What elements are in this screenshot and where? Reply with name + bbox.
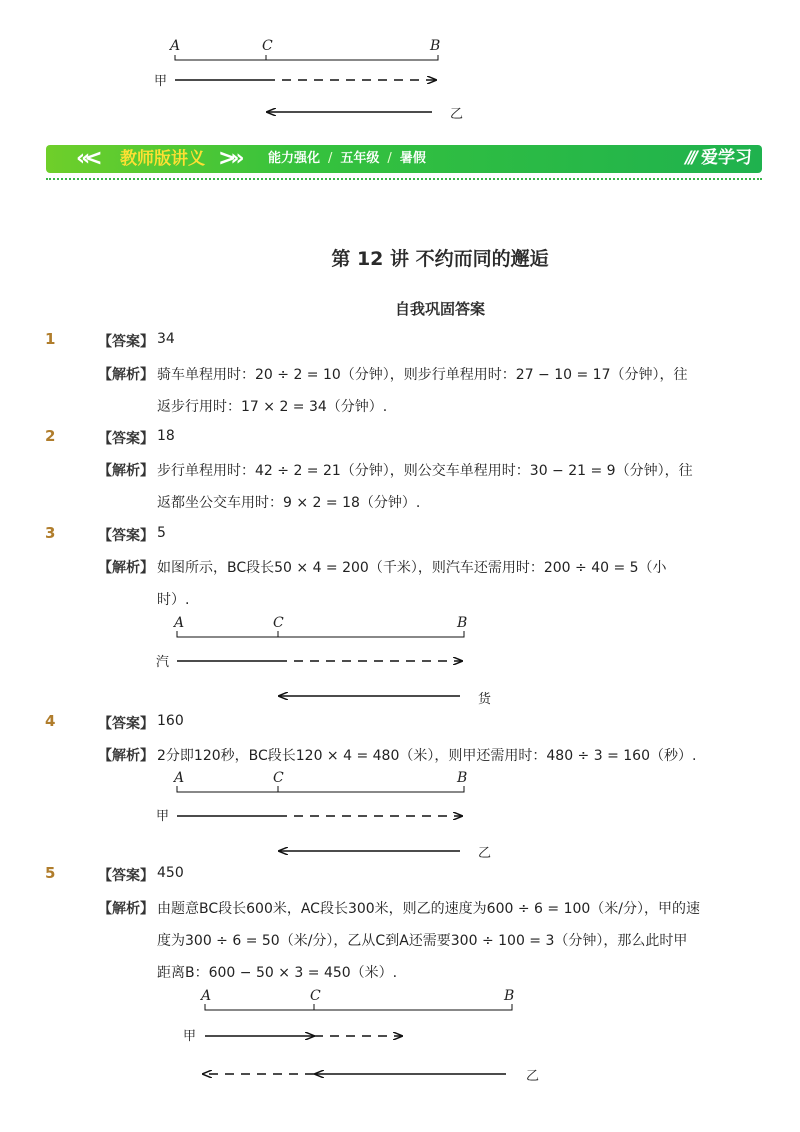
answer-value: 450 bbox=[157, 865, 184, 881]
breadcrumb-item: 能力强化 bbox=[268, 151, 321, 166]
answer-value: 18 bbox=[157, 428, 175, 444]
answer-tag: 【答案】 bbox=[98, 334, 154, 350]
walker-label-b: 乙 bbox=[526, 1069, 540, 1084]
analysis-line: 时）. bbox=[157, 592, 190, 608]
walker-label-a: 甲 bbox=[156, 809, 170, 824]
analysis-line: 距离B：600 − 50 × 3 = 450（米）. bbox=[157, 965, 398, 981]
analysis-tag: 【解析】 bbox=[98, 367, 154, 383]
chevron-right-icon: >» bbox=[218, 146, 239, 171]
point-label-b: B bbox=[457, 770, 468, 786]
analysis-tag: 【解析】 bbox=[98, 560, 154, 576]
answer-tag: 【答案】 bbox=[98, 868, 154, 884]
logo-mark-icon: /// bbox=[685, 148, 695, 168]
walker-label-a: 汽 bbox=[156, 655, 170, 670]
header-divider bbox=[46, 178, 762, 180]
point-label-b: B bbox=[457, 615, 468, 631]
segment-diagram-3 bbox=[0, 605, 800, 715]
analysis-line: 由题意BC段长600米，AC段长300米，则乙的速度为600 ÷ 6 = 100（米/分），甲的速 bbox=[157, 901, 701, 917]
answer-value: 34 bbox=[157, 331, 175, 347]
segment-ab bbox=[177, 631, 464, 637]
point-label-a: A bbox=[174, 770, 185, 786]
logo: /// 爱学习 bbox=[685, 148, 752, 168]
problem-number: 2 bbox=[45, 427, 56, 445]
point-label-b: B bbox=[504, 988, 515, 1004]
problem-number: 1 bbox=[45, 330, 56, 348]
point-label-c: C bbox=[310, 988, 321, 1004]
segment-diagram-4 bbox=[0, 762, 800, 862]
problem-number: 4 bbox=[45, 712, 56, 730]
point-label-a: A bbox=[201, 988, 212, 1004]
problem-number: 5 bbox=[45, 864, 56, 882]
header-banner bbox=[46, 145, 762, 173]
answer-tag: 【答案】 bbox=[98, 528, 154, 544]
walker-label-a: 甲 bbox=[154, 74, 168, 89]
analysis-line: 如图所示，BC段长50 × 4 = 200（千米），则汽车还需用时：200 ÷ 40 = 5（小 bbox=[157, 560, 667, 576]
point-label-a: A bbox=[174, 615, 185, 631]
lesson-title: 第 12 讲 不约而同的邂逅 bbox=[331, 248, 549, 270]
breadcrumb: 能力强化 / 五年级 / 暑假 bbox=[268, 151, 426, 166]
answer-tag: 【答案】 bbox=[98, 716, 154, 732]
point-label-c: C bbox=[273, 615, 284, 631]
answer-value: 5 bbox=[157, 525, 166, 541]
walker-label-b: 乙 bbox=[478, 846, 492, 861]
breadcrumb-item: 暑假 bbox=[399, 151, 426, 166]
answer-value: 160 bbox=[157, 713, 184, 729]
segment-ab bbox=[175, 55, 438, 60]
segment-diagram-5 bbox=[0, 980, 800, 1090]
analysis-tag: 【解析】 bbox=[98, 463, 154, 479]
point-label-b: B bbox=[430, 38, 441, 54]
analysis-line: 步行单程用时：42 ÷ 2 = 21（分钟），则公交车单程用时：30 − 21 = 9（分钟），往 bbox=[157, 463, 693, 479]
point-label-a: A bbox=[170, 38, 181, 54]
section-title: 自我巩固答案 bbox=[394, 300, 485, 318]
analysis-tag: 【解析】 bbox=[98, 901, 154, 917]
point-label-c: C bbox=[262, 38, 273, 54]
breadcrumb-item: 五年级 bbox=[340, 151, 380, 166]
segment-ab bbox=[205, 1004, 512, 1010]
point-label-c: C bbox=[273, 770, 284, 786]
top-segment-diagram bbox=[0, 0, 800, 130]
chevron-left-icon: «< bbox=[76, 146, 97, 171]
answer-tag: 【答案】 bbox=[98, 431, 154, 447]
analysis-line: 返步行用时：17 × 2 = 34（分钟）. bbox=[157, 399, 388, 415]
analysis-tag: 【解析】 bbox=[98, 748, 154, 764]
analysis-line: 度为300 ÷ 6 = 50（米/分），乙从C到A还需要300 ÷ 100 = 3（分钟），那么此时甲 bbox=[157, 933, 688, 949]
analysis-line: 2分即120秒，BC段长120 × 4 = 480（米），则甲还需用时：480 ÷ 3 = 160（秒）. bbox=[157, 748, 697, 764]
walker-label-b: 货 bbox=[478, 692, 492, 707]
analysis-line: 骑车单程用时：20 ÷ 2 = 10（分钟），则步行单程用时：27 − 10 = 17（分钟），往 bbox=[157, 367, 688, 383]
problem-number: 3 bbox=[45, 524, 56, 542]
analysis-line: 返都坐公交车用时：9 × 2 = 18（分钟）. bbox=[157, 495, 421, 511]
banner-title: 教师版讲义 bbox=[120, 149, 205, 169]
walker-label-a: 甲 bbox=[183, 1029, 197, 1044]
segment-ab bbox=[177, 786, 464, 792]
walker-label-b: 乙 bbox=[450, 107, 464, 122]
